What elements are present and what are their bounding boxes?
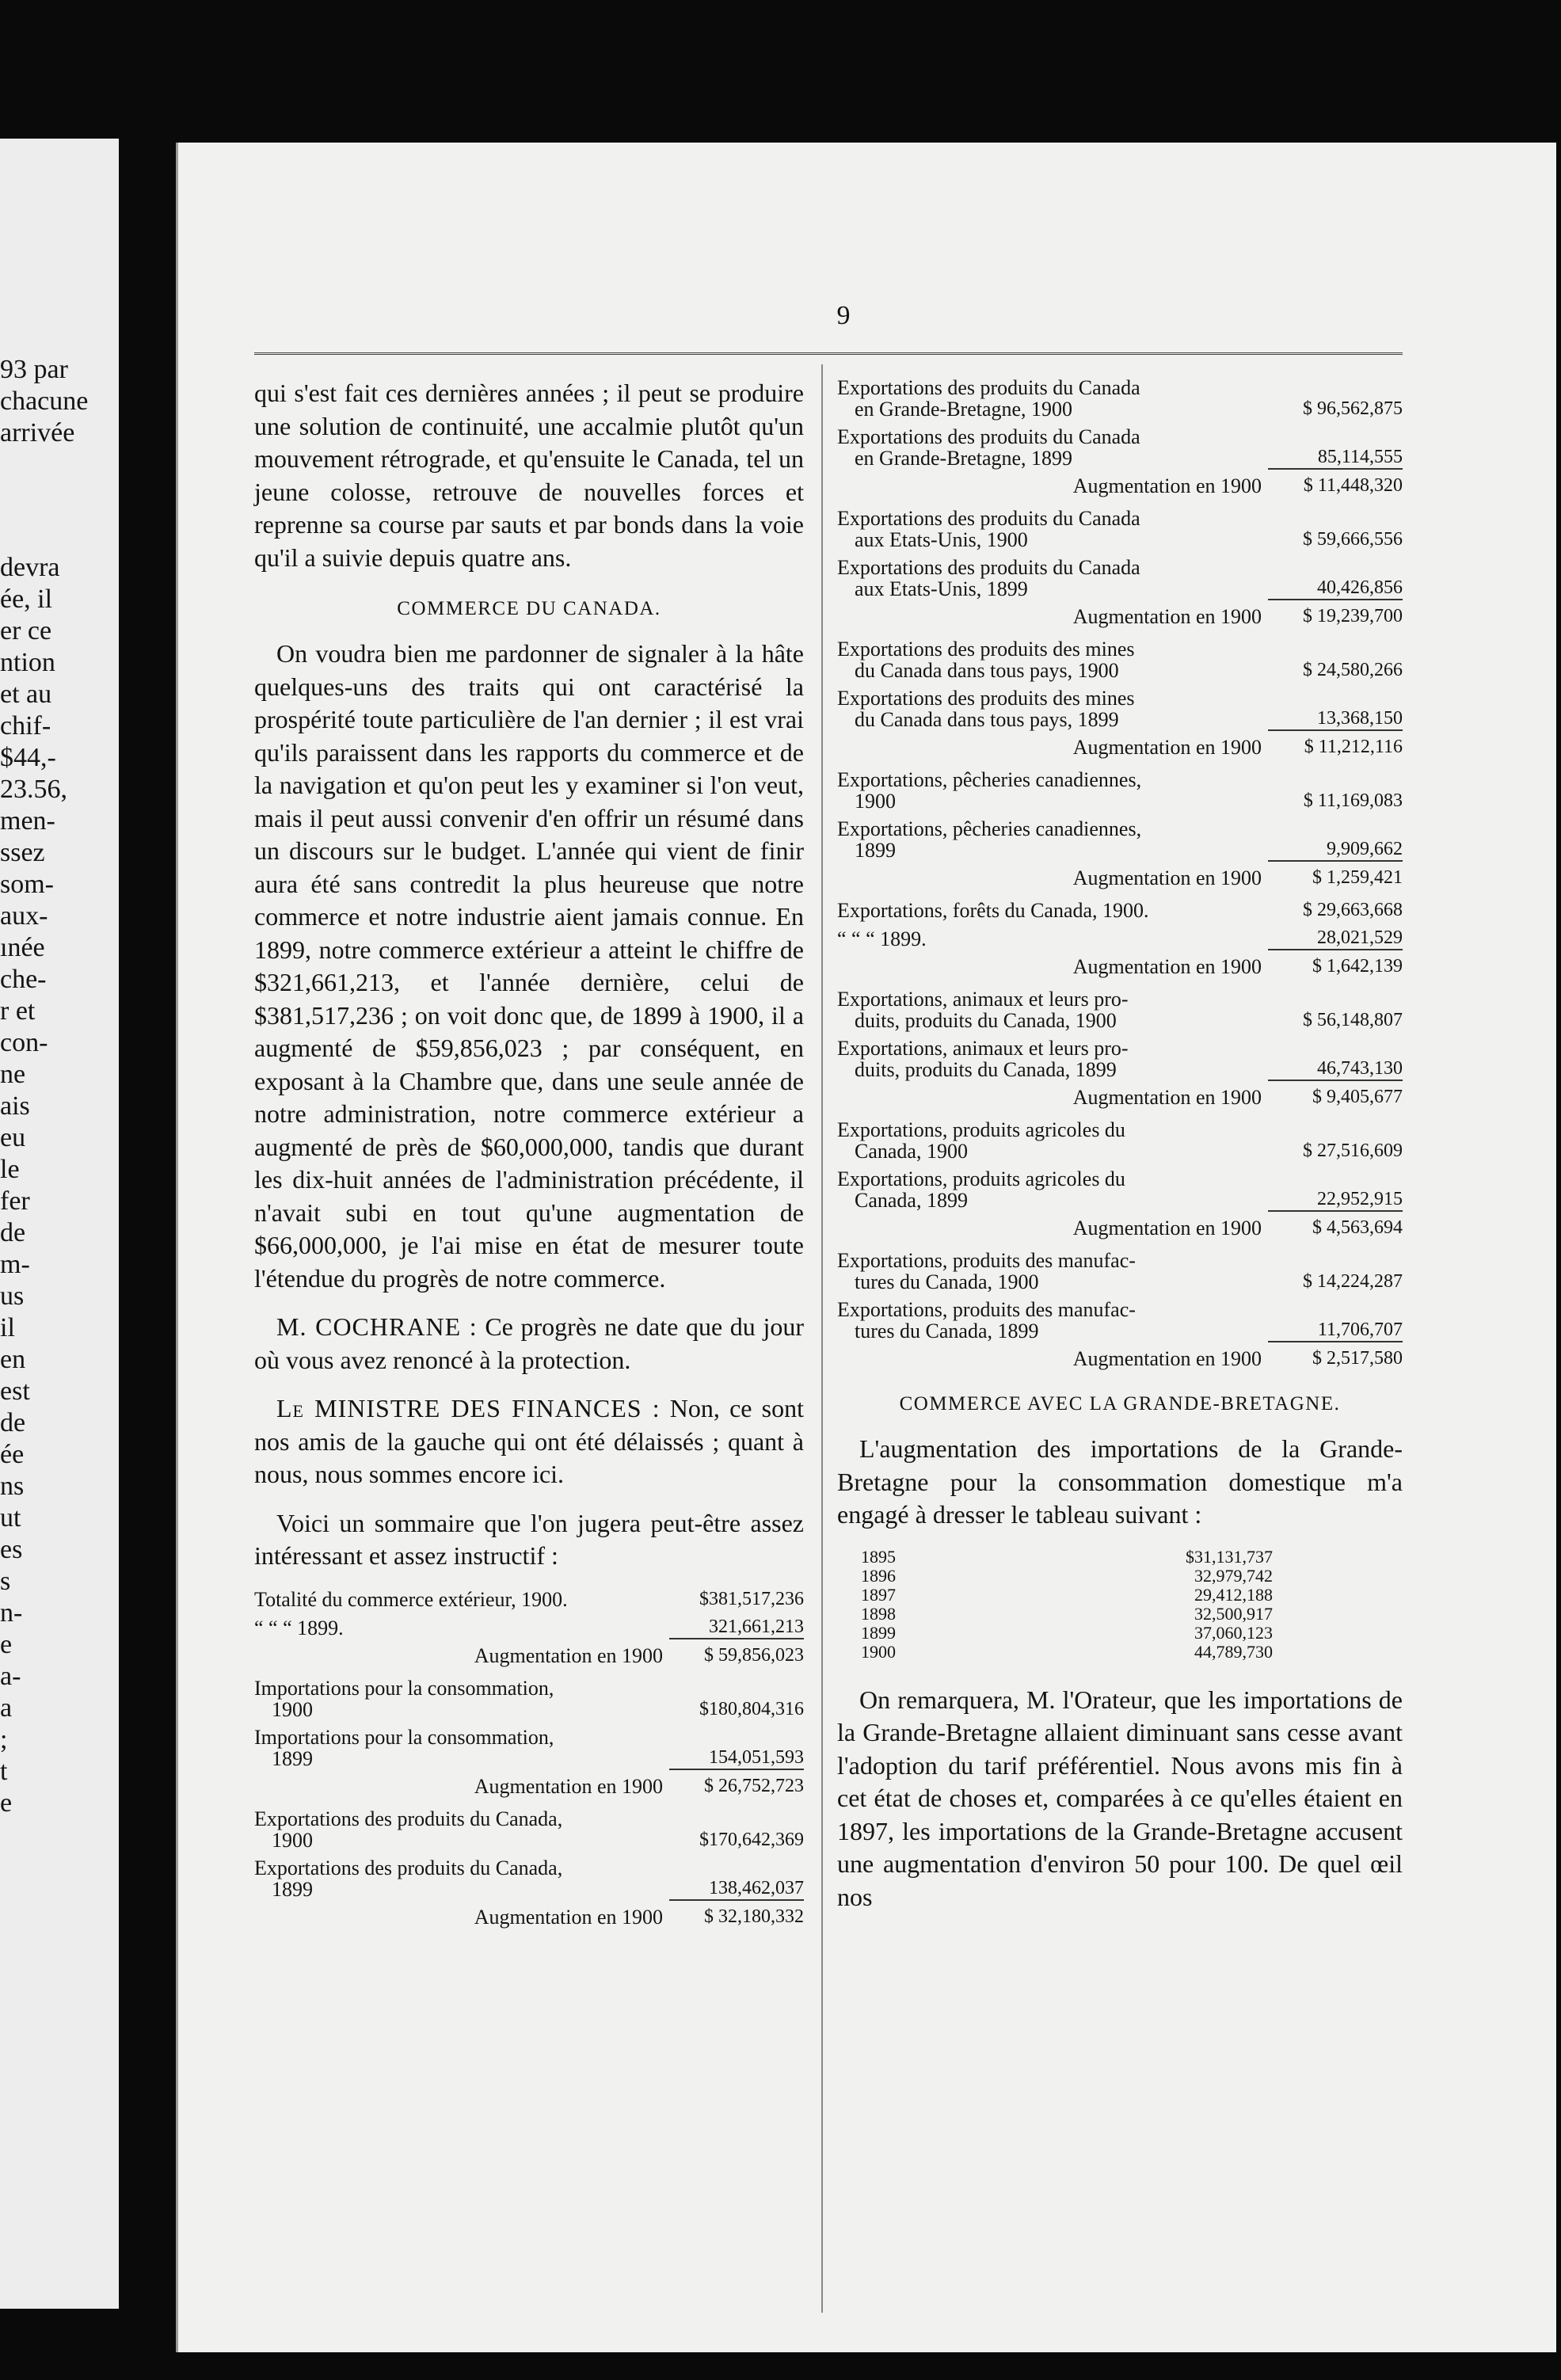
ledger-label: en Grande-Bretagne, 1900 [855, 398, 1073, 421]
ledger-amount: $ 24,580,266 [1303, 660, 1403, 680]
ledger-label: 1900 [855, 790, 896, 813]
ledger-row [837, 1119, 1403, 1162]
increase-amount: $ 2,517,580 [1268, 1342, 1403, 1369]
column-divider [821, 364, 823, 2313]
ledger-amount: $180,804,316 [699, 1698, 804, 1719]
margin-fragment: de [0, 1408, 26, 1438]
margin-fragment: 93 par [0, 355, 68, 384]
margin-fragment: chif- [0, 711, 51, 741]
ledger-label: Exportations des produits du Canada [837, 556, 1140, 579]
increase-label: Augmentation en 1900 [474, 1643, 663, 1667]
ledger-label: Exportations des produits des mines [837, 638, 1135, 661]
ledger-amount: $ 27,516,609 [1303, 1140, 1403, 1161]
margin-fragment: r et [0, 996, 36, 1026]
ledger-label: duits, produits du Canada, 1899 [855, 1058, 1117, 1081]
ledger-total-row [837, 1211, 1403, 1239]
ledger-row [837, 377, 1403, 420]
margin-fragment: le [0, 1155, 20, 1184]
ledger-label: du Canada dans tous pays, 1899 [855, 708, 1119, 731]
margin-fragment: n- [0, 1598, 23, 1628]
ledger-label: 1899 [272, 1877, 313, 1901]
paragraph: L'augmentation des importations de la Grande-Bretagne pour la consommation domestique m'a engagé à dresser le tableau suivant : [837, 1434, 1403, 1529]
increase-label: Augmentation en 1900 [1072, 1086, 1262, 1109]
year-row [861, 1567, 1273, 1586]
increase-amount: $ 26,752,723 [669, 1769, 804, 1797]
increase-amount: $ 1,642,139 [1268, 950, 1403, 977]
ledger-label: 1899 [855, 839, 896, 862]
ledger-amount: 13,368,150 [1317, 708, 1403, 729]
margin-fragment: eu [0, 1123, 26, 1152]
increase-label: Augmentation en 1900 [1072, 1217, 1262, 1240]
margin-fragment: er ce [0, 616, 52, 645]
ledger-amount: 154,051,593 [709, 1746, 804, 1768]
ledger-row [837, 1031, 1403, 1080]
ledger-table [837, 1119, 1403, 1239]
margin-fragment: a [0, 1693, 13, 1723]
ledger-amount: 321,661,213 [709, 1616, 804, 1637]
ledger-label: Canada, 1900 [855, 1140, 968, 1163]
ledger-label: “ “ “ 1899. [254, 1616, 344, 1639]
margin-fragment: chacune [0, 387, 89, 416]
ledger-label: Exportations, pêcheries canadiennes, [837, 817, 1142, 840]
margin-fragment: m- [0, 1250, 30, 1279]
speaker-name: M. COCHRANE : [276, 1312, 478, 1341]
margin-fragment: de [0, 1218, 26, 1247]
margin-fragment: aux- [0, 901, 48, 931]
paragraph: qui s'est fait ces dernières années ; il peut se produire une solution de continuité, une accalmie plutôt qu'un mouvement rétrograde, et qu'ensuite le Canada, tel un jeune colosse, retrouve de nouvelles forces et reprenne sa course par sauts et par bonds dans la voie qu'il a suivie depuis quatre ans. [254, 379, 804, 572]
ledger-total-row [837, 1080, 1403, 1108]
ledger-total-row [837, 730, 1403, 758]
margin-fragment: et au [0, 680, 52, 709]
increase-amount: $ 32,180,332 [669, 1900, 804, 1928]
ledger-group [837, 377, 1403, 1369]
ledger-label: Exportations, pêcheries canadiennes, [837, 768, 1142, 791]
ledger-amount: $ 56,148,807 [1303, 1010, 1403, 1030]
ledger-label: tures du Canada, 1900 [855, 1270, 1039, 1293]
speaker-text: Ce progrès ne date que du jour où vous avez renoncé à la protection. [254, 1312, 805, 1374]
ledger-row [837, 550, 1403, 600]
increase-label: Augmentation en 1900 [1072, 1347, 1262, 1370]
margin-fragment: che- [0, 965, 47, 994]
ledger-amount: $ 14,224,287 [1303, 1271, 1403, 1292]
ledger-row [837, 420, 1403, 469]
increase-amount: $ 59,856,023 [669, 1639, 804, 1666]
year-row [861, 1548, 1273, 1567]
ledger-amount: $ 96,562,875 [1303, 398, 1403, 419]
ledger-group [254, 1589, 804, 1928]
ledger-label: aux Etats-Unis, 1900 [855, 528, 1028, 551]
ledger-label: “ “ “ 1899. [837, 927, 927, 950]
ledger-row [837, 1250, 1403, 1293]
ledger-label: Exportations des produits du Canada, [254, 1856, 563, 1879]
ledger-label: duits, produits du Canada, 1900 [855, 1009, 1117, 1032]
ledger-label: Exportations des produits du Canada [837, 507, 1140, 530]
ledger-amount: 28,021,529 [1317, 927, 1403, 948]
ledger-table [837, 769, 1403, 889]
increase-label: Augmentation en 1900 [1072, 474, 1262, 497]
ledger-total-row [837, 861, 1403, 889]
ledger-total-row [837, 469, 1403, 497]
ledger-row [837, 1293, 1403, 1342]
year-label: 1896 [861, 1565, 896, 1586]
ledger-amount: 11,706,707 [1317, 1319, 1403, 1340]
ledger-row [837, 638, 1403, 681]
ledger-total-row [254, 1769, 804, 1797]
ledger-row [837, 508, 1403, 550]
header-rule [254, 352, 1403, 355]
margin-fragment: ; [0, 1725, 8, 1754]
increase-label: Augmentation en 1900 [1072, 866, 1262, 889]
ledger-label: Exportations des produits des mines [837, 687, 1135, 710]
paragraph: On remarquera, M. l'Orateur, que les importations de la Grande-Bretagne allaient diminuant sans cesse avant l'adoption du tarif préférentiel. Nous avons mis fin à cet état de choses et, comparées à ce qu'elles étaient en 1897, les importations de la Grande-Bretagne accusent une augmentation d'environ 50 pour 100. De quel œil nos [837, 1685, 1403, 1911]
increase-amount: $ 11,212,116 [1268, 730, 1403, 758]
ledger-row [837, 988, 1403, 1031]
year-label: 1897 [861, 1584, 896, 1605]
ledger-row [254, 1808, 804, 1851]
year-amount: $31,131,737 [1186, 1546, 1273, 1567]
ledger-row [837, 769, 1403, 812]
year-amount: 32,979,742 [1194, 1565, 1273, 1586]
ledger-row [254, 1851, 804, 1900]
ledger-table [837, 1250, 1403, 1369]
ledger-label: Importations pour la consommation, [254, 1676, 554, 1700]
margin-fragment: devra [0, 553, 60, 582]
ledger-label: 1900 [272, 1828, 313, 1852]
ledger-row [254, 1720, 804, 1769]
margin-fragment: ns [0, 1472, 25, 1501]
margin-fragment: s [0, 1567, 11, 1596]
speaker-name: Le MINISTRE DES FINANCES : [276, 1394, 661, 1422]
ledger-amount: $ 29,663,668 [1303, 900, 1403, 920]
ledger-label: Exportations des produits du Canada [837, 376, 1140, 399]
ledger-row [837, 921, 1403, 950]
ledger-label: Exportations, produits agricoles du [837, 1118, 1125, 1141]
ledger-total-row [254, 1900, 804, 1928]
ledger-label: Importations pour la consommation, [254, 1725, 554, 1749]
ledger-label: 1899 [272, 1746, 313, 1770]
ledger-amount: 22,952,915 [1317, 1189, 1403, 1209]
year-label: 1899 [861, 1622, 896, 1643]
increase-label: Augmentation en 1900 [474, 1774, 663, 1798]
year-row [861, 1624, 1273, 1643]
ledger-label: Exportations, produits des manufac- [837, 1249, 1136, 1272]
ledger-table [254, 1808, 804, 1928]
margin-fragment: ais [0, 1091, 30, 1121]
ledger-amount: 138,462,037 [709, 1877, 804, 1898]
increase-amount: $ 19,239,700 [1268, 600, 1403, 627]
margin-fragment: il [0, 1313, 15, 1342]
ledger-total-row [837, 950, 1403, 977]
ledger-amount: $ 11,169,083 [1303, 790, 1403, 811]
year-row [861, 1605, 1273, 1624]
margin-fragment: us [0, 1281, 25, 1311]
section-heading: COMMERCE AVEC LA GRANDE-BRETAGNE. [899, 1393, 1341, 1415]
ledger-amount: 85,114,555 [1317, 447, 1403, 467]
increase-label: Augmentation en 1900 [1072, 736, 1262, 759]
year-label: 1895 [861, 1546, 896, 1567]
margin-fragment: 23.56, [0, 775, 67, 804]
increase-label: Augmentation en 1900 [1072, 605, 1262, 628]
increase-amount: $ 9,405,677 [1268, 1080, 1403, 1108]
ledger-label: en Grande-Bretagne, 1899 [855, 447, 1073, 470]
ledger-label: Canada, 1899 [855, 1189, 968, 1212]
margin-fragment: e [0, 1630, 13, 1659]
ledger-label: Exportations, produits des manufac- [837, 1298, 1136, 1321]
ledger-label: Exportations, animaux et leurs pro- [837, 988, 1129, 1011]
left-column [254, 377, 804, 1939]
ledger-amount: $381,517,236 [699, 1588, 804, 1609]
ledger-label: Exportations, animaux et leurs pro- [837, 1037, 1129, 1060]
increase-amount: $ 4,563,694 [1268, 1211, 1403, 1239]
year-amount: 32,500,917 [1194, 1603, 1273, 1624]
margin-fragment: e [0, 1788, 13, 1818]
increase-label: Augmentation en 1900 [474, 1905, 663, 1929]
year-label: 1900 [861, 1641, 896, 1662]
margin-fragment: t [0, 1757, 8, 1786]
margin-fragment: $44,- [0, 743, 56, 772]
margin-fragment: ée, il [0, 585, 53, 614]
margin-fragment: est [0, 1377, 30, 1406]
ledger-row [254, 1610, 804, 1639]
ledger-table [837, 900, 1403, 977]
ledger-table [837, 638, 1403, 758]
ledger-table [254, 1589, 804, 1666]
year-amount: 44,789,730 [1194, 1641, 1273, 1662]
year-row [861, 1643, 1273, 1662]
ledger-table [837, 508, 1403, 627]
ledger-amount: 40,426,856 [1317, 577, 1403, 598]
margin-fragment: som- [0, 870, 54, 899]
document-page [176, 143, 1556, 2352]
margin-fragment: ınée [0, 933, 45, 962]
margin-fragment: a- [0, 1662, 21, 1691]
margin-fragment: men- [0, 806, 55, 836]
ledger-row [254, 1589, 804, 1610]
ledger-label: aux Etats-Unis, 1899 [855, 577, 1028, 600]
margin-fragment: con- [0, 1028, 48, 1057]
ledger-row [837, 681, 1403, 730]
ledger-amount: 9,909,662 [1327, 839, 1403, 859]
margin-fragment: es [0, 1535, 23, 1564]
ledger-label: 1900 [272, 1697, 313, 1721]
year-label: 1898 [861, 1603, 896, 1624]
ledger-amount: 46,743,130 [1317, 1058, 1403, 1079]
yearly-imports-table [861, 1548, 1273, 1662]
margin-fragment: ntion [0, 648, 55, 677]
ledger-amount: $170,642,369 [699, 1829, 804, 1850]
page-number: 9 [836, 301, 851, 330]
increase-amount: $ 11,448,320 [1268, 469, 1403, 497]
adjacent-page-strip [0, 139, 119, 2309]
section-heading: COMMERCE DU CANADA. [397, 598, 661, 619]
ledger-label: du Canada dans tous pays, 1900 [855, 659, 1119, 682]
year-amount: 29,412,188 [1194, 1584, 1273, 1605]
ledger-table [837, 988, 1403, 1108]
ledger-table [254, 1677, 804, 1797]
ledger-total-row [254, 1639, 804, 1666]
ledger-row [254, 1677, 804, 1720]
ledger-row [837, 1162, 1403, 1211]
margin-fragment: arrivée [0, 418, 75, 447]
margin-fragment: en [0, 1345, 26, 1374]
speaker-paragraph [254, 1392, 804, 1491]
ledger-amount: $ 59,666,556 [1303, 529, 1403, 550]
year-amount: 37,060,123 [1194, 1622, 1273, 1643]
ledger-total-row [837, 1342, 1403, 1369]
ledger-label: Exportations, produits agricoles du [837, 1167, 1125, 1190]
paragraph: Voici un sommaire que l'on jugera peut-être assez intéressant et assez instructif : [254, 1508, 804, 1570]
margin-fragment: fer [0, 1186, 30, 1216]
right-column [837, 377, 1403, 1929]
ledger-label: Exportations, forêts du Canada, 1900. [837, 899, 1149, 922]
ledger-row [837, 900, 1403, 921]
ledger-label: Totalité du commerce extérieur, 1900. [254, 1587, 568, 1611]
ledger-label: Exportations des produits du Canada, [254, 1807, 563, 1830]
margin-fragment: ne [0, 1060, 26, 1089]
year-row [861, 1586, 1273, 1605]
ledger-row [837, 812, 1403, 861]
margin-fragment: ut [0, 1503, 21, 1533]
ledger-total-row [837, 600, 1403, 627]
speaker-paragraph [254, 1311, 804, 1377]
paragraph: On voudra bien me pardonner de signaler à la hâte quelques-uns des traits qui ont caractérisé la prospérité toute particulière de l'an dernier ; il est vrai qu'ils paraissent dans les rapports du commerce et de la navigation et qu'on peut les y examiner si l'on veut, mais il peut aussi convenir d'en offrir un résumé dans un discours sur le budget. L'année qui vient de finir aura été sans contredit la plus heureuse que notre commerce et notre industrie aient jamais connue. En 1899, notre commerce extérieur a atteint le chiffre de $321,661,213, et l'année dernière, celui de $381,517,236 ; on voit donc que, de 1899 à 1900, il a augmenté de $59,856,023 ; par conséquent, en exposant à la Chambre que, dans une seule année de notre administration, notre commerce extérieur a augmenté de près de $60,000,000, tandis que durant les dix-huit années de l'administration précédente, il n'avait subi en tout qu'une augmentation de $66,000,000, je l'ai mise en état de mesurer toute l'étendue du progrès de notre commerce. [254, 639, 804, 1293]
margin-fragment: ssez [0, 838, 45, 867]
margin-fragment: ée [0, 1440, 25, 1469]
speaker-text: Non, ce sont nos amis de la gauche qui ont été délaissés ; quant à nous, nous sommes encore ici. [254, 1394, 805, 1488]
increase-label: Augmentation en 1900 [1072, 955, 1262, 978]
ledger-table [837, 377, 1403, 497]
ledger-label: tures du Canada, 1899 [855, 1319, 1039, 1342]
increase-amount: $ 1,259,421 [1268, 861, 1403, 889]
ledger-label: Exportations des produits du Canada [837, 425, 1140, 448]
